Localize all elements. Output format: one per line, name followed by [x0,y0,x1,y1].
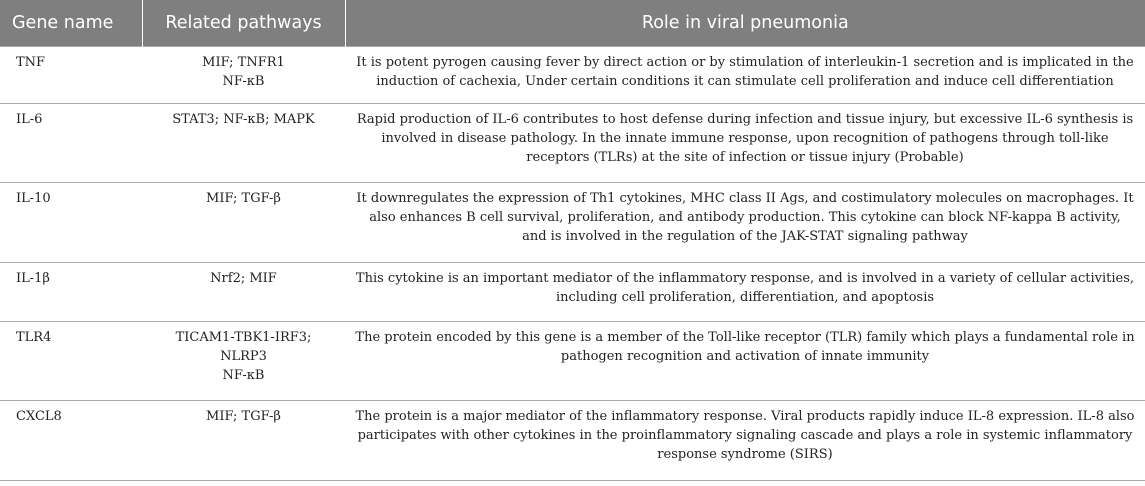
pathways-cell [142,322,345,401]
table-row [0,104,1145,183]
pathway-line: MIF; TGF-β [206,409,281,424]
table-row [0,401,1145,481]
pathway-line: NF-κB [222,368,265,383]
pathway-line: NLRP3 [220,349,267,364]
pathways-cell [142,263,345,322]
pathway-line: MIF; TGF-β [206,191,281,206]
gene-cell: IL-6 [0,104,142,183]
table-row [0,47,1145,104]
gene-cell: CXCL8 [0,401,142,481]
role-cell: It downregulates the expression of Th1 cytokines, MHC class II Ags, and costimulatory molecules on macrophages. It also enhances B cell survival, proliferation, and antibody production. This cytokine can block NF-kappa B activity, and is involved in the regulation of the JAK-STAT signaling pathway [345,183,1145,263]
table-header [0,0,1145,47]
pathways-cell [142,183,345,263]
role-cell: This cytokine is an important mediator of the inflammatory response, and is involved in a variety of cellular activities, including cell proliferation, differentiation, and apoptosis [345,263,1145,322]
table-row [0,183,1145,263]
pathways-cell [142,47,345,104]
gene-cell: TNF [0,47,142,104]
pathway-line: Nrf2; MIF [210,271,277,286]
pathway-line: TICAM1-TBK1-IRF3; [175,330,312,345]
role-cell: It is potent pyrogen causing fever by direct action or by stimulation of interleukin-1 secretion and is implicated in the induction of cachexia, Under certain conditions it can stimulate cell proliferation and induce cell differentiation [345,47,1145,104]
table-body [0,47,1145,481]
header-role: Role in viral pneumonia [345,0,1145,47]
role-cell: Rapid production of IL-6 contributes to host defense during infection and tissue injury, but excessive IL-6 synthesis is involved in disease pathology. In the innate immune response, upon recognition of pathogens through toll-like receptors (TLRs) at the site of infection or tissue injury (Probable) [345,104,1145,183]
pathway-line: STAT3; NF-κB; MAPK [172,112,315,127]
pathway-line: MIF; TNFR1 [202,55,285,70]
gene-cell: TLR4 [0,322,142,401]
pathways-cell [142,401,345,481]
table-row [0,263,1145,322]
header-related-pathways: Related pathways [142,0,345,47]
header-row [0,0,1145,47]
gene-cell: IL-10 [0,183,142,263]
role-cell: The protein is a major mediator of the inflammatory response. Viral products rapidly induce IL-8 expression. IL-8 also participates with other cytokines in the proinflammatory signaling cascade and plays a role in systemic inflammatory response syndrome (SIRS) [345,401,1145,481]
role-cell: The protein encoded by this gene is a member of the Toll-like receptor (TLR) family which plays a fundamental role in pathogen recognition and activation of innate immunity [345,322,1145,401]
gene-cell: IL-1β [0,263,142,322]
header-gene-name: Gene name [0,0,142,47]
pathways-cell [142,104,345,183]
table-row [0,322,1145,401]
pathway-line: NF-κB [222,74,265,89]
